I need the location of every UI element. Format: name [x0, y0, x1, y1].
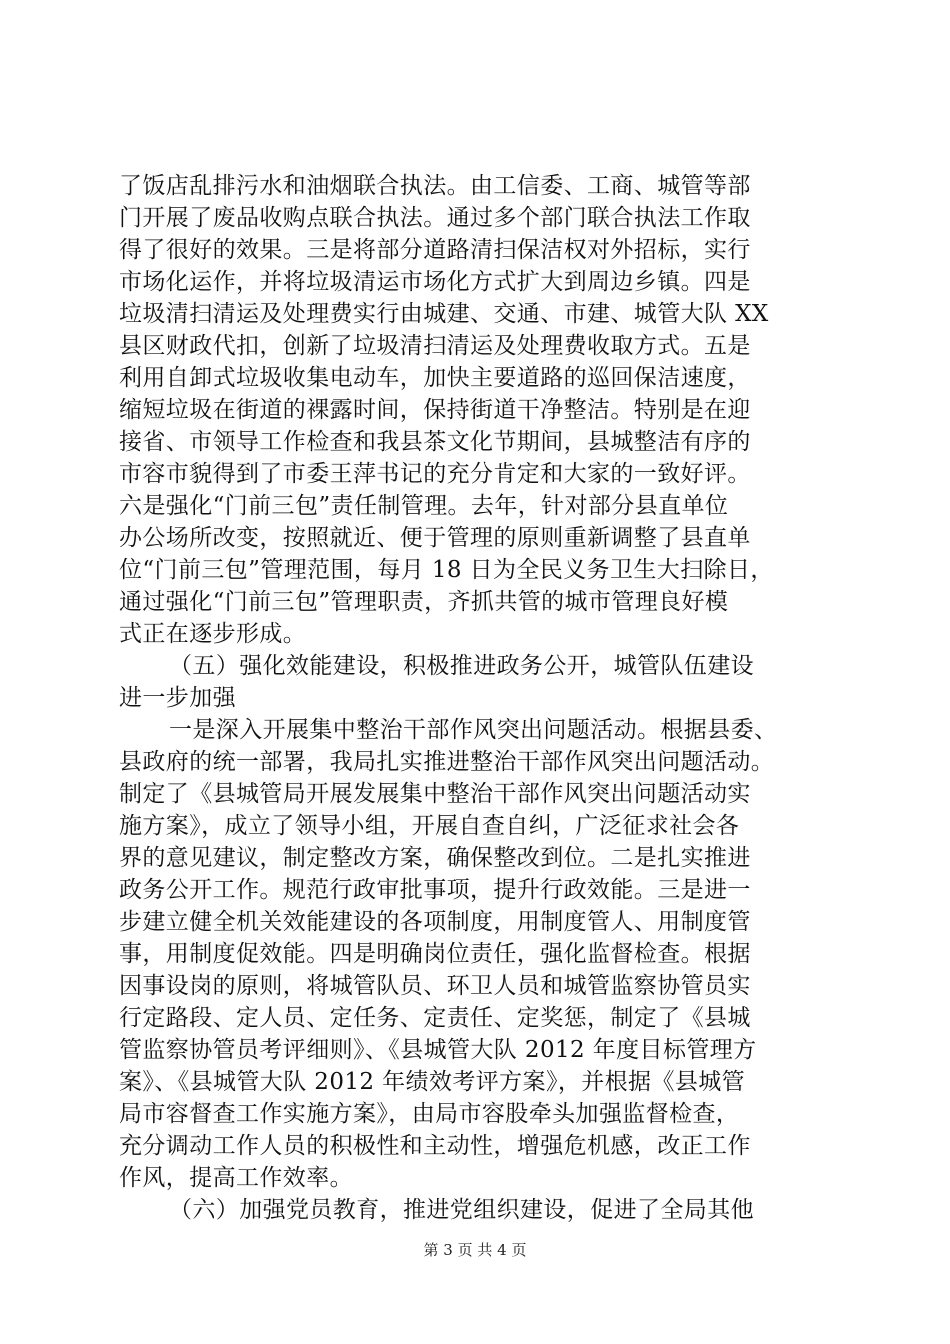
text-line: 接省、市领导工作检查和我县茶文化节期间，县城整洁有序的 [119, 429, 751, 455]
text-line: 通过强化“门前三包”管理职责，齐抓共管的城市管理良好模 [119, 589, 729, 615]
text-line: 式正在逐步形成。 [119, 621, 307, 647]
text-line: 利用自卸式垃圾收集电动车，加快主要道路的巡回保洁速度， [119, 365, 751, 391]
text-line: 进一步加强 [119, 685, 236, 711]
text-line: 办公场所改变，按照就近、便于管理的原则重新调整了县直单 [119, 525, 751, 551]
text-line: 局市容督查工作实施方案》，由局市容股牵头加强监督检查， [119, 1101, 740, 1127]
text-line: 管监察协管员考评细则》、《县城管大队 2012 年度目标管理方 [119, 1037, 757, 1063]
text-line: 了饭店乱排污水和油烟联合执法。由工信委、工商、城管等部 [119, 173, 751, 199]
text-line: 因事设岗的原则，将城管队员、环卫人员和城管监察协管员实 [119, 973, 751, 999]
text-line: 得了很好的效果。三是将部分道路清扫保洁权对外招标，实行 [119, 237, 751, 263]
text-line: 县政府的统一部署，我局扎实推进整治干部作风突出问题活动。 [119, 749, 775, 775]
text-line: 缩短垃圾在街道的裸露时间，保持街道干净整洁。特别是在迎 [119, 397, 751, 423]
text-line: 门开展了废品收购点联合执法。通过多个部门联合执法工作取 [119, 205, 751, 231]
text-line: （五）强化效能建设，积极推进政务公开，城管队伍建设 [169, 653, 754, 679]
page-footer: 第 3 页 共 4 页 [423, 1241, 527, 1259]
text-line: 事，用制度促效能。四是明确岗位责任，强化监督检查。根据 [119, 941, 751, 967]
text-line: 一是深入开展集中整治干部作风突出问题活动。根据县委、 [169, 717, 778, 743]
document-body [119, 170, 831, 1226]
text-line: 施方案》，成立了领导小组，开展自查自纠，广泛征求社会各 [119, 813, 740, 839]
text-line: 作风，提高工作效率。 [119, 1165, 353, 1191]
text-line: 垃圾清扫清运及处理费实行由城建、交通、市建、城管大队 XX [119, 301, 769, 327]
text-line: 充分调动工作人员的积极性和主动性，增强危机感，改正工作 [119, 1133, 751, 1159]
text-line: 县区财政代扣，创新了垃圾清扫清运及处理费收取方式。五是 [119, 333, 751, 359]
text-line: 界的意见建议，制定整改方案，确保整改到位。二是扎实推进 [119, 845, 751, 871]
text-line: 步建立健全机关效能建设的各项制度，用制度管人、用制度管 [119, 909, 751, 935]
text-line: 六是强化“门前三包”责任制管理。去年，针对部分县直单位 [119, 493, 729, 519]
text-line: 市容市貌得到了市委王萍书记的充分肯定和大家的一致好评。 [119, 461, 751, 487]
text-line: 行定路段、定人员、定任务、定责任、定奖惩，制定了《县城 [119, 1005, 751, 1031]
text-line: 市场化运作，并将垃圾清运市场化方式扩大到周边乡镇。四是 [119, 269, 751, 295]
text-line: 位“门前三包”管理范围，每月 18 日为全民义务卫生大扫除日， [119, 557, 774, 583]
text-line: 政务公开工作。规范行政审批事项，提升行政效能。三是进一 [119, 877, 751, 903]
text-line: （六）加强党员教育，推进党组织建设，促进了全局其他 [169, 1197, 754, 1223]
text-line: 制定了《县城管局开展发展集中整治干部作风突出问题活动实 [119, 781, 751, 807]
text-line: 案》、《县城管大队 2012 年绩效考评方案》，并根据《县城管 [119, 1069, 746, 1095]
